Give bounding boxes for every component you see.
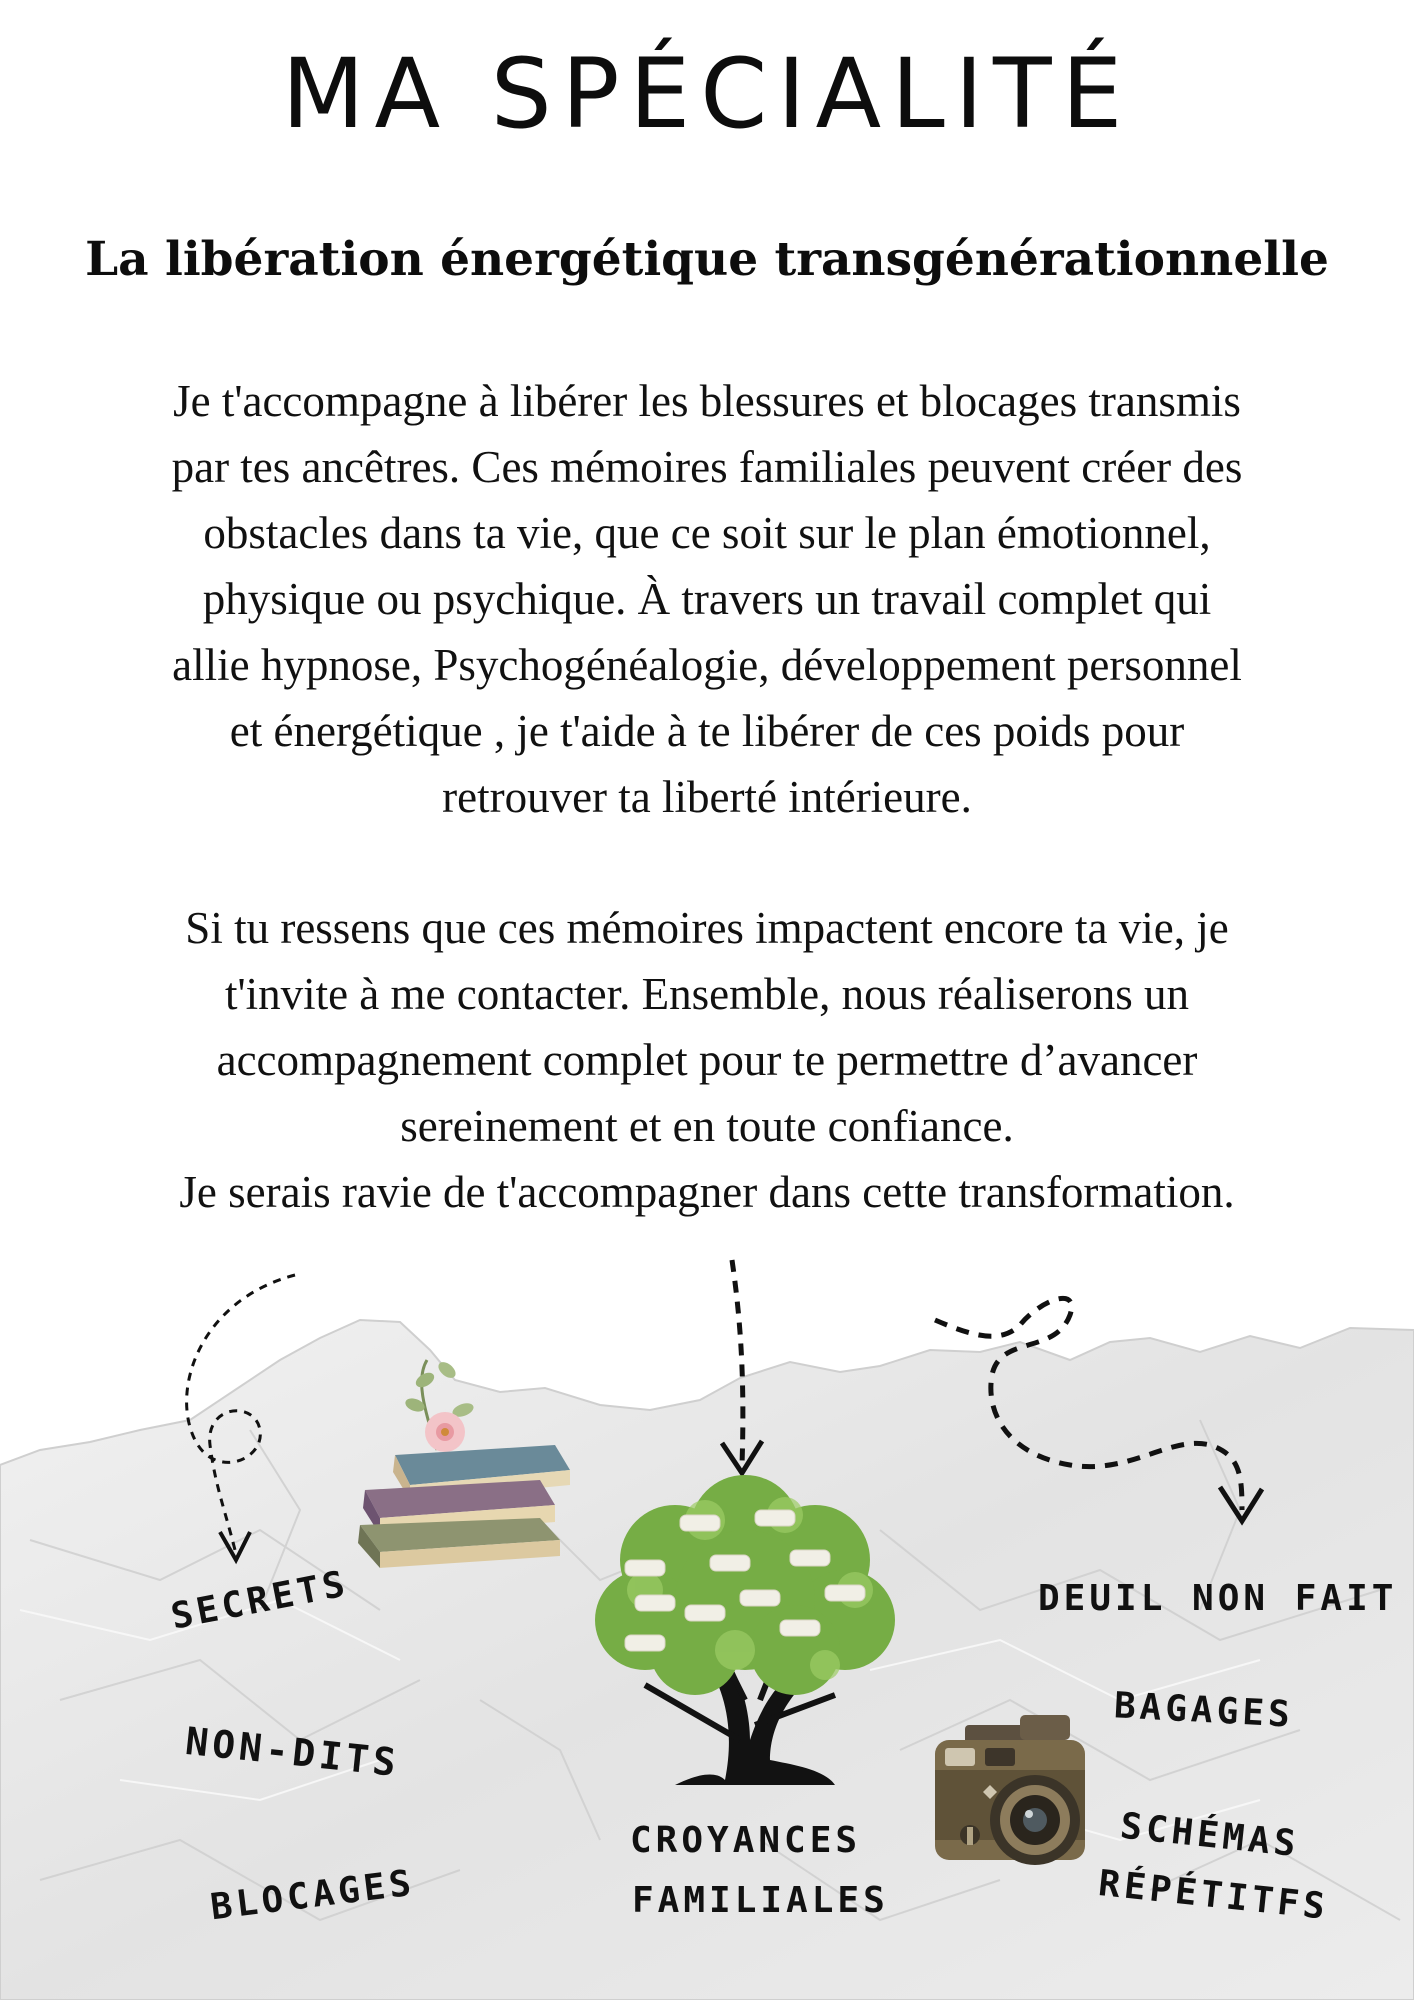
paragraph-line: sereinement et en toute confiance. <box>400 1101 1014 1151</box>
paragraph-line: Je serais ravie de t'accompagner dans cette transformation. <box>179 1167 1235 1217</box>
family-tree-icon <box>585 1470 905 1790</box>
paragraph-line: obstacles dans ta vie, que ce soit sur le plan émotionnel, <box>203 508 1211 558</box>
contact-paragraph <box>60 895 1354 1225</box>
label-secrets: SECRETS <box>167 1563 352 1638</box>
label-repetitifs: RÉPÉTITFS <box>1096 1863 1331 1928</box>
dashed-arrow-icon <box>710 1255 780 1485</box>
paragraph-line: retrouver ta liberté intérieure. <box>442 772 972 822</box>
flower-icon <box>404 1359 476 1452</box>
label-croyances: CROYANCES <box>630 1820 862 1861</box>
paragraph-line: et énergétique , je t'aide à te libérer de ces poids pour <box>229 706 1185 756</box>
paragraph-line: allie hypnose, Psychogénéalogie, développement personnel <box>172 640 1242 690</box>
page-subtitle: La libération énergétique transgénérationnelle <box>85 232 1329 287</box>
label-bagages: BAGAGES <box>1113 1685 1295 1736</box>
dashed-arrow-icon <box>930 1275 1270 1535</box>
paragraph-line: physique ou psychique. À travers un travail complet qui <box>202 574 1212 624</box>
paragraph-line: Je t'accompagne à libérer les blessures et blocages transmis <box>173 376 1241 426</box>
camera-icon <box>925 1710 1100 1885</box>
paragraph-line: t'invite à me contacter. Ensemble, nous réaliserons un <box>224 969 1190 1019</box>
books-icon <box>355 1340 580 1570</box>
label-familiales: FAMILIALES <box>632 1880 889 1921</box>
label-schemas: SCHÉMAS <box>1118 1805 1302 1866</box>
intro-paragraph <box>60 368 1354 830</box>
label-non-dits: NON-DITS <box>183 1718 402 1786</box>
dashed-arrow-icon <box>160 1270 310 1570</box>
paragraph-line: accompagnement complet pour te permettre d’avancer <box>216 1035 1198 1085</box>
label-blocages: BLOCAGES <box>208 1862 418 1929</box>
paragraph-line: par tes ancêtres. Ces mémoires familiales peuvent créer des <box>171 442 1243 492</box>
label-deuil-non-fait: DEUIL NON FAIT <box>1038 1578 1398 1619</box>
page-title: MA SPÉCIALITÉ <box>281 38 1133 150</box>
paragraph-line: Si tu ressens que ces mémoires impactent encore ta vie, je <box>185 903 1229 953</box>
